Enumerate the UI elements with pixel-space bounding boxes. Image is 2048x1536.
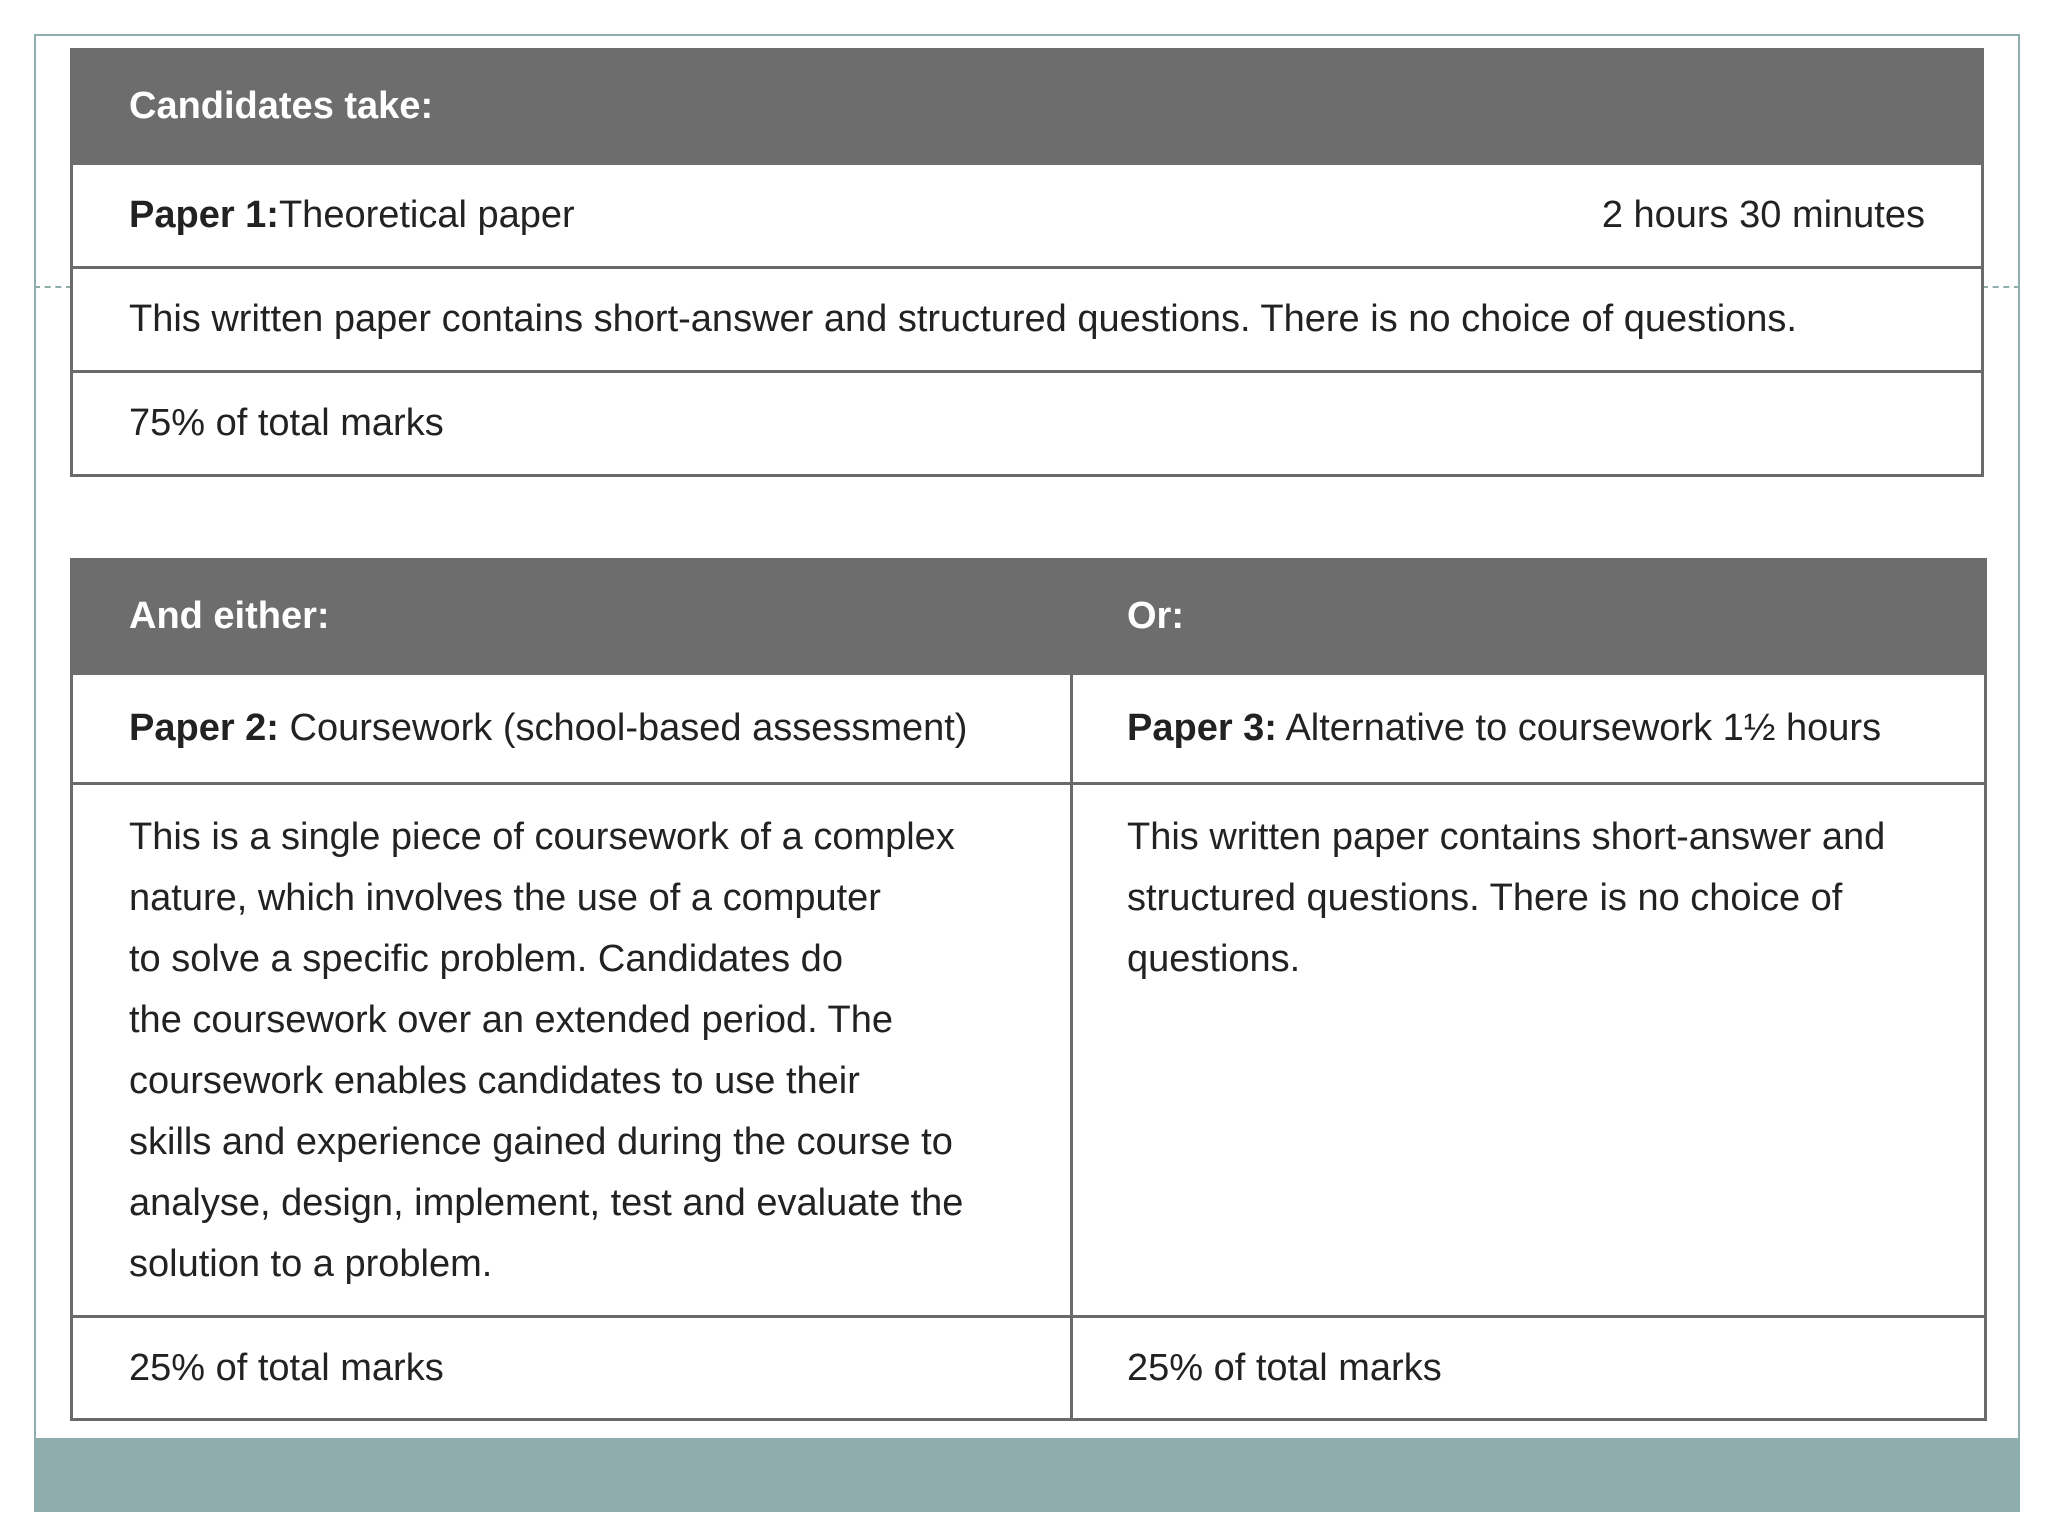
paper-2-description-line: nature, which involves the use of a computer xyxy=(129,877,881,919)
paper-1-title-cell xyxy=(72,164,1983,268)
candidates-take-header-text: Candidates take: xyxy=(129,85,434,127)
paper-3-description-cell xyxy=(1072,784,1986,1317)
paper-2-marks: 25% of total marks xyxy=(129,1346,444,1389)
paper-1-duration: 2 hours 30 minutes xyxy=(1601,194,1925,236)
paper-1-description-cell xyxy=(72,268,1983,372)
paper-2-name: Coursework (school-based assessment) xyxy=(289,707,968,749)
paper-2-label: Paper 2: xyxy=(129,707,279,749)
paper-3-description-line: structured questions. There is no choice of xyxy=(1127,877,1843,919)
paper-1-table xyxy=(70,48,1984,477)
or-header-text: Or: xyxy=(1127,595,1184,637)
and-either-header-text: And either: xyxy=(129,595,330,637)
paper-2-title-cell xyxy=(72,674,1072,784)
paper-2-description-line: skills and experience gained during the course to xyxy=(129,1121,953,1163)
and-either-header xyxy=(72,560,1072,674)
paper-2-description-line: coursework enables candidates to use their xyxy=(129,1060,860,1102)
paper-2-description-line: analyse, design, implement, test and evaluate the xyxy=(129,1182,964,1224)
frame-top-border xyxy=(34,34,2020,36)
paper-2-marks-cell xyxy=(72,1317,1072,1420)
frame-left-border xyxy=(34,34,36,1480)
frame-dash-right xyxy=(1982,286,2020,288)
paper-3-description-line: questions. xyxy=(1127,938,1301,980)
paper-3-duration: 1½ hours xyxy=(1722,707,1882,749)
paper-3-name: Alternative to coursework xyxy=(1285,707,1713,749)
paper-3-label: Paper 3: xyxy=(1127,707,1277,749)
paper-3-marks-cell xyxy=(1072,1317,1986,1420)
paper-2-description-line: to solve a specific problem. Candidates do xyxy=(129,938,843,980)
paper-1-label: Paper 1: xyxy=(129,194,279,236)
paper-3-description-line: This written paper contains short-answer and xyxy=(1127,816,1886,858)
frame-dash-left xyxy=(34,286,72,288)
paper-2-description-line: solution to a problem. xyxy=(129,1243,493,1285)
paper-2-description xyxy=(129,807,1070,1295)
paper-3-description xyxy=(1127,807,1984,990)
paper-2-description-line: the coursework over an extended period. The xyxy=(129,999,893,1041)
paper-1-description: This written paper contains short-answer and structured questions. There is no choice of questions. xyxy=(129,298,1797,340)
paper-3-title-cell xyxy=(1072,674,1986,784)
paper-1-name: Theoretical paper xyxy=(278,194,575,236)
paper-2-description-cell xyxy=(72,784,1072,1317)
paper-1-title xyxy=(129,194,575,237)
frame-right-border xyxy=(2018,34,2020,1480)
paper-1-marks: 75% of total marks xyxy=(129,402,444,444)
footer-bar xyxy=(34,1438,2020,1512)
paper-2-3-table xyxy=(70,558,1987,1421)
paper-2-description-line: This is a single piece of coursework of a complex xyxy=(129,816,955,858)
candidates-take-header xyxy=(72,50,1983,164)
paper-3-marks: 25% of total marks xyxy=(1127,1346,1442,1389)
paper-1-marks-cell xyxy=(72,372,1983,476)
or-header xyxy=(1072,560,1986,674)
